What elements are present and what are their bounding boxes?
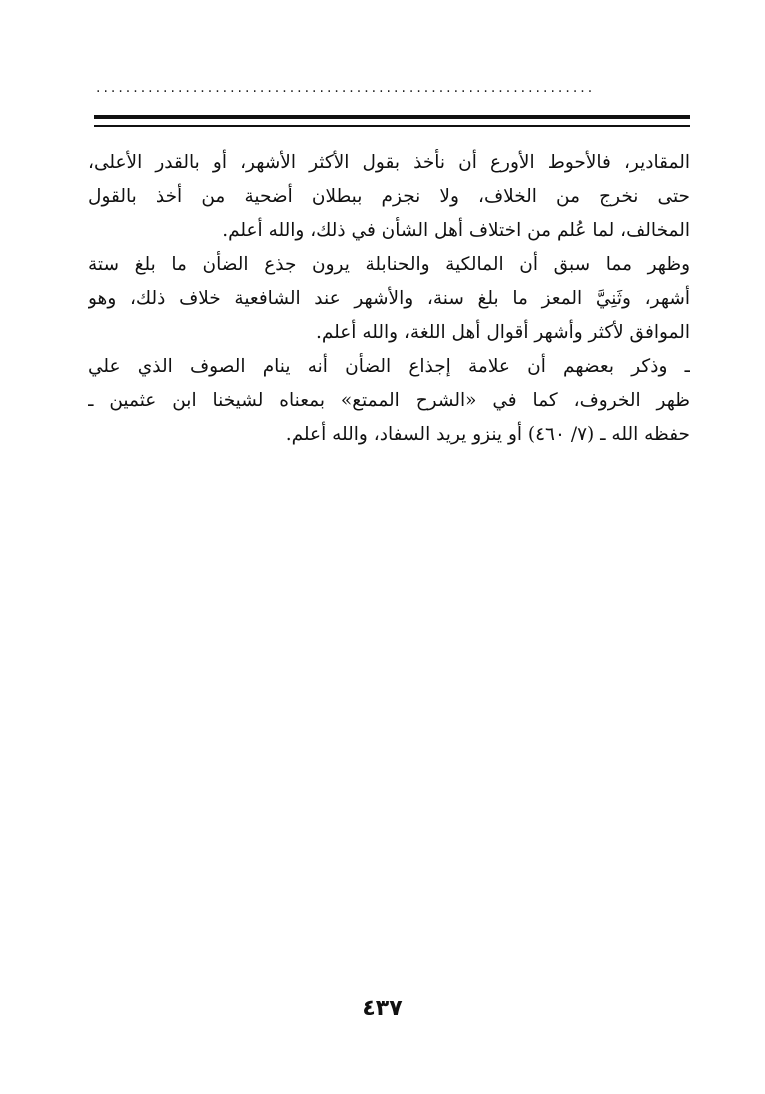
text-line: ظهر الخروف، كما في «الشرح الممتع» بمعناه لشيخنا ابن عثمين ـ [88,390,690,411]
text-line: المقادير، فالأحوط الأورع أن نأخذ بقول الأكثر الأشهر، أو بالقدر الأعلى، [88,152,690,173]
text-line: وظهر مما سبق أن المالكية والحنابلة يرون جذع الضأن ما بلغ ستة [88,254,690,275]
page-number: ٤٣٧ [362,996,403,1021]
text-line: ـ وذكر بعضهم أن علامة إجذاع الضأن أنه ينام الصوف الذي علي [88,356,690,377]
text-line: حتى نخرج من الخلاف، ولا نجزم ببطلان أضحية من أخذ بالقول [88,186,690,207]
text-line: الموافق لأكثر وأشهر أقوال أهل اللغة، والله أعلم. [315,322,690,343]
body-text [88,146,690,452]
header-rule-thin [94,125,690,127]
text-line: حفظه الله ـ (٧/ ٤٦٠) أو ينزو يريد السفاد، والله أعلم. [285,424,690,445]
text-line: أشهر، وثَنِيَّ المعز ما بلغ سنة، والأشهر عند الشافعية خلاف ذلك، وهو [88,288,690,309]
header-rule-thick [94,115,690,119]
header-dotted-line: ................................................................... [96,80,596,96]
text-line: المخالف، لما عُلم من اختلاف أهل الشأن في ذلك، والله أعلم. [222,220,690,241]
